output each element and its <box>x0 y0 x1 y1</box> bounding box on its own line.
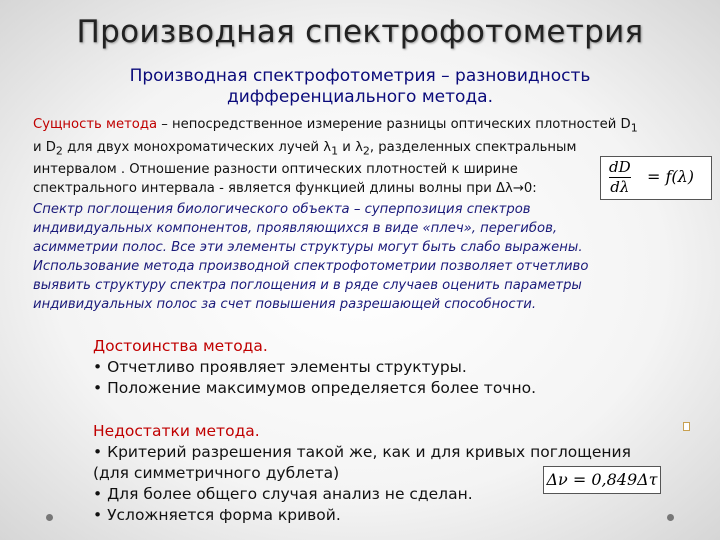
resolution-formula: Δν = 0,849Δτ <box>543 466 661 494</box>
list-item: • Критерий разрешения такой же, как и для кривых поглощения <box>93 443 631 461</box>
fraction <box>609 159 631 196</box>
advantages-block <box>93 336 536 399</box>
text-span: и λ <box>338 139 363 155</box>
text-span: и D <box>33 139 56 155</box>
subtitle <box>90 66 630 108</box>
text-line: Использование метода производной спектрофотометрии позволяет отчетливо <box>33 259 589 274</box>
subscript: 1 <box>331 144 339 158</box>
denominator: dλ <box>610 178 630 196</box>
list-item: • Для более общего случая анализ не сделан. <box>93 485 473 503</box>
subtitle-line: дифференциального метода. <box>226 87 494 107</box>
essence-lead: Сущность метода <box>33 117 158 132</box>
subscript: 2 <box>55 144 63 158</box>
text-line: интервалом . Отношение разности оптических плотностей к ширине <box>33 162 518 178</box>
list-item: • Положение максимумов определяется более точно. <box>93 379 536 397</box>
text-line: индивидуальных компонентов, проявляющихся в виде «плеч», перегибов, <box>33 221 558 236</box>
text-line: выявить структуру спектра поглощения и в ряде случаев оценить параметры <box>33 278 582 293</box>
text-line: спектрального интервала - является функцией длины волны при Δλ→0: <box>33 181 537 197</box>
text-line: асимметрии полос. Все эти элементы структуры могут быть слабо выражены. <box>33 240 583 255</box>
text-line: Спектр поглощения биологического объекта – суперпозиция спектров <box>33 202 531 217</box>
spectrum-paragraph <box>33 200 698 314</box>
list-item: • Отчетливо проявляет элементы структуры. <box>93 358 467 376</box>
decorative-dot <box>46 514 53 521</box>
advantages-heading: Достоинства метода. <box>93 337 268 355</box>
list-item: (для симметричного дублета) <box>93 464 340 482</box>
text-span: – непосредственное измерение разницы оптических плотностей D <box>157 117 631 132</box>
list-item: • Усложняется форма кривой. <box>93 506 341 524</box>
disadvantages-heading: Недостатки метода. <box>93 422 260 440</box>
decorative-dot <box>667 514 674 521</box>
formula-rhs: = f(λ) <box>647 167 695 186</box>
decorative-marker <box>683 422 690 431</box>
subscript: 1 <box>630 121 638 135</box>
numerator: dD <box>609 158 631 176</box>
text-line: индивидуальных полос за счет повышения разрешающей способности. <box>33 297 537 312</box>
slide-title: Производная спектрофотометрия <box>76 14 644 50</box>
text-span: , разделенных спектральным <box>369 139 577 155</box>
subscript: 2 <box>362 144 370 158</box>
derivative-formula <box>600 156 712 200</box>
text-span: для двух монохроматических лучей λ <box>62 139 332 155</box>
subtitle-line: Производная спектрофотометрия – разновидность <box>129 66 591 86</box>
